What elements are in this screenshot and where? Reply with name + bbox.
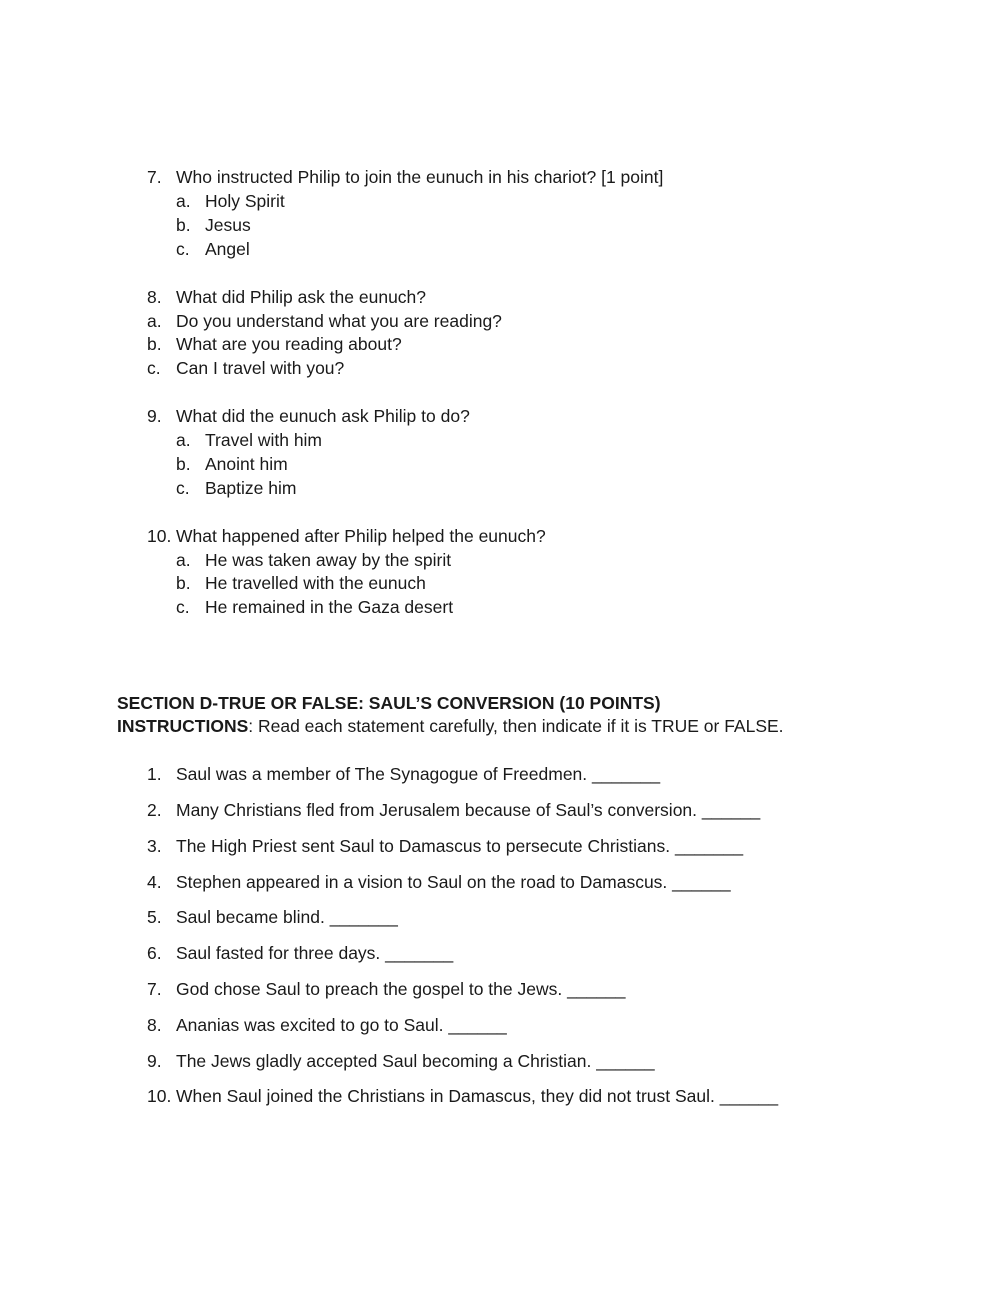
statement-number: 5. bbox=[147, 907, 162, 927]
option-text: What are you reading about? bbox=[176, 334, 402, 354]
section-title: SECTION D-TRUE OR FALSE: SAUL’S CONVERSION (10 POINTS) bbox=[117, 693, 661, 713]
option-letter: b. bbox=[176, 573, 191, 593]
option-letter: c. bbox=[147, 358, 161, 378]
option-letter: c. bbox=[176, 239, 190, 259]
option-letter: a. bbox=[176, 191, 191, 211]
statement-number: 7. bbox=[147, 979, 162, 999]
question-text: Who instructed Philip to join the eunuch in his chariot? [1 point] bbox=[176, 167, 664, 187]
statement-number: 8. bbox=[147, 1015, 162, 1035]
statement-number: 2. bbox=[147, 800, 162, 820]
statement-number: 4. bbox=[147, 872, 162, 892]
option-letter: c. bbox=[176, 478, 190, 498]
statement-number: 9. bbox=[147, 1051, 162, 1071]
option-text: He was taken away by the spirit bbox=[205, 550, 452, 570]
option-letter: a. bbox=[176, 550, 191, 570]
statement-number: 10. bbox=[147, 1086, 172, 1106]
option-text: He remained in the Gaza desert bbox=[205, 597, 454, 617]
statement-text: Saul was a member of The Synagogue of Freedmen. _______ bbox=[176, 764, 661, 784]
option-text: Travel with him bbox=[205, 430, 323, 450]
option-text: Angel bbox=[205, 239, 250, 259]
question-number: 7. bbox=[147, 167, 162, 187]
statement-number: 1. bbox=[147, 764, 162, 784]
question-number: 10. bbox=[147, 526, 172, 546]
option-text: Anoint him bbox=[205, 454, 288, 474]
statement-text: Saul fasted for three days. _______ bbox=[176, 943, 454, 963]
option-text: He travelled with the eunuch bbox=[205, 573, 426, 593]
instructions-label: INSTRUCTIONS bbox=[117, 716, 249, 736]
option-text: Jesus bbox=[205, 215, 251, 235]
statement-text: Many Christians fled from Jerusalem because of Saul’s conversion. ______ bbox=[176, 800, 761, 820]
option-text: Holy Spirit bbox=[205, 191, 285, 211]
statement-text: When Saul joined the Christians in Damascus, they did not trust Saul. ______ bbox=[176, 1086, 779, 1106]
option-letter: b. bbox=[176, 454, 191, 474]
option-letter: b. bbox=[176, 215, 191, 235]
instructions-text: : Read each statement carefully, then indicate if it is TRUE or FALSE. bbox=[248, 716, 784, 736]
question-number: 9. bbox=[147, 406, 162, 426]
option-letter: a. bbox=[147, 311, 162, 331]
instructions bbox=[117, 715, 784, 737]
statement-text: The High Priest sent Saul to Damascus to persecute Christians. _______ bbox=[176, 836, 744, 856]
statement-number: 6. bbox=[147, 943, 162, 963]
question-text: What happened after Philip helped the eunuch? bbox=[176, 526, 546, 546]
statement-text: The Jews gladly accepted Saul becoming a Christian. ______ bbox=[176, 1051, 655, 1071]
statement-text: Ananias was excited to go to Saul. ______ bbox=[176, 1015, 507, 1035]
statement-number: 3. bbox=[147, 836, 162, 856]
option-text: Can I travel with you? bbox=[176, 358, 345, 378]
option-text: Do you understand what you are reading? bbox=[176, 311, 502, 331]
option-letter: c. bbox=[176, 597, 190, 617]
question-number: 8. bbox=[147, 287, 162, 307]
question-text: What did the eunuch ask Philip to do? bbox=[176, 406, 470, 426]
statement-text: Saul became blind. _______ bbox=[176, 907, 398, 927]
option-letter: a. bbox=[176, 430, 191, 450]
option-text: Baptize him bbox=[205, 478, 297, 498]
option-letter: b. bbox=[147, 334, 162, 354]
question-text: What did Philip ask the eunuch? bbox=[176, 287, 427, 307]
statement-text: God chose Saul to preach the gospel to the Jews. ______ bbox=[176, 979, 626, 999]
statement-text: Stephen appeared in a vision to Saul on the road to Damascus. ______ bbox=[176, 872, 731, 892]
